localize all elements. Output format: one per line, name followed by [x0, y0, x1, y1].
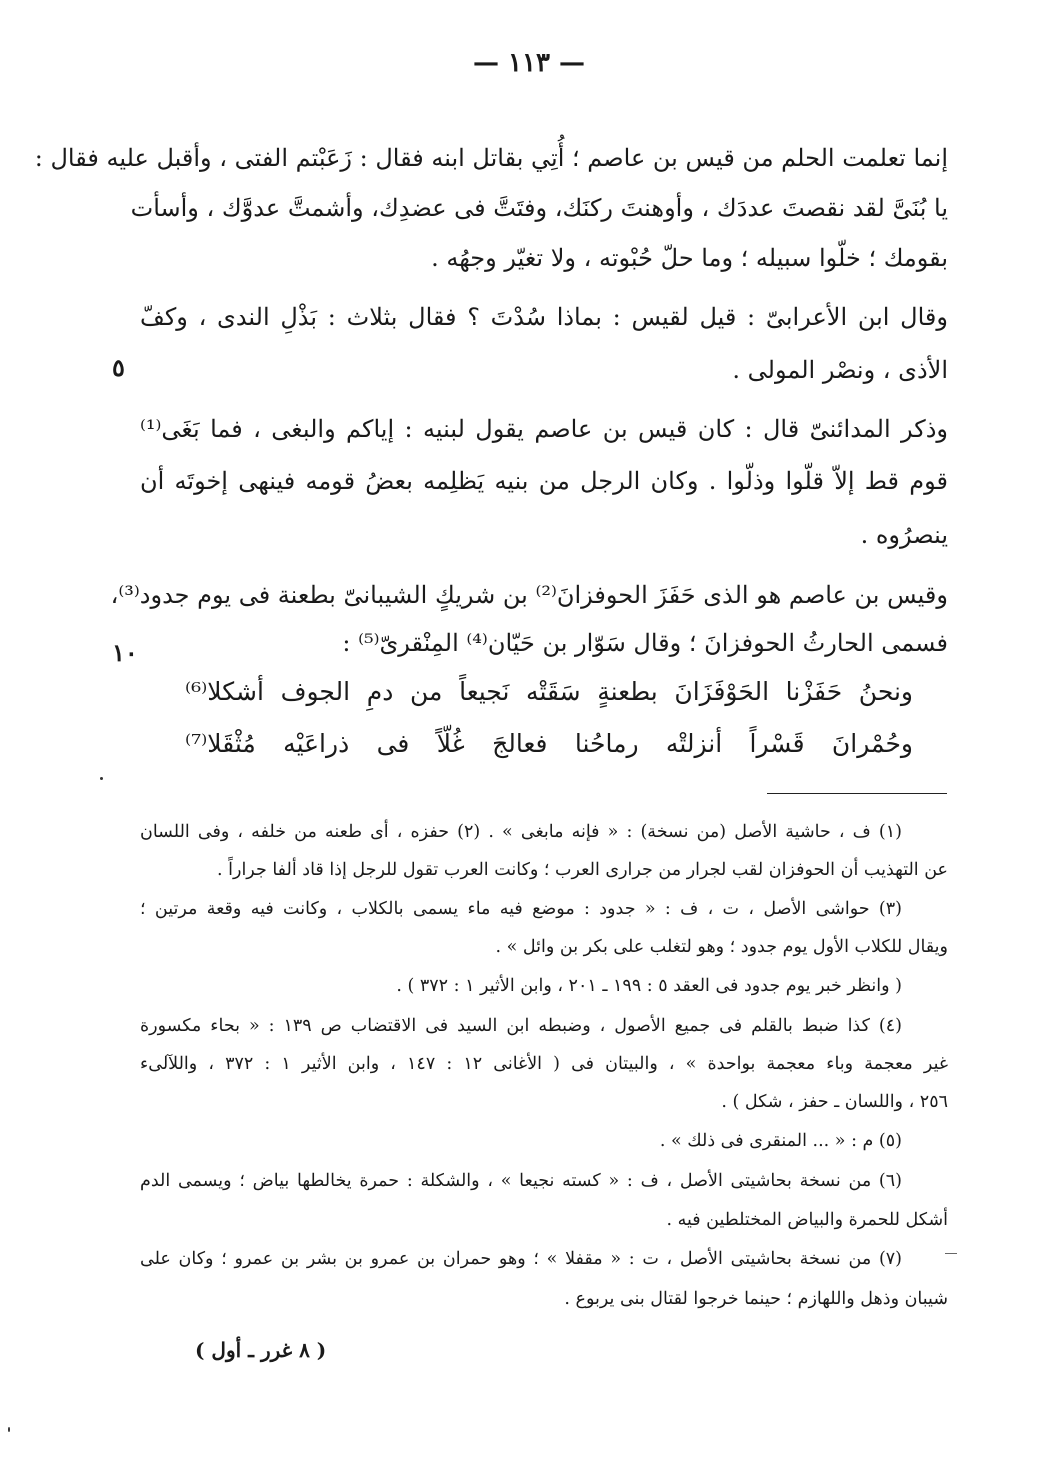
footnote-line: ويقال للكلاب الأول يوم جدود ؛ وهو لتغلب على بكر بن وائل » . — [495, 937, 948, 957]
footnote-line: ٢٥٦ ، واللسان ـ حفز ، شكل ) . — [721, 1092, 948, 1112]
text-line: وذكر المدائنىّ قال : كان قيس بن عاصم يقول لبنيه : إياكم والبغى ، فما بَغَى⁽¹⁾ — [140, 415, 948, 443]
text-line: بقومك ؛ خلّوا سبيله ؛ وما حلّ حُبْوته ، ولا تغيّر وجهُه . — [431, 244, 948, 272]
verse-line: وحُمْرانَ قَسْراً أنزلتْه رماحُنا فعالجَ غُلّاً فى ذراعَيْه مُثْقَلا⁽⁷⁾ — [185, 729, 913, 758]
text-line: إنما تعلمت الحلم من قيس بن عاصم ؛ أُتِي بقاتل ابنه فقال : زَعَبْتم الفتى ، وأقبل عليه فقال : — [34, 144, 948, 172]
text-line: ينصرُوه . — [860, 521, 948, 549]
footnote-line: عن التهذيب أن الحوفزان لقب لجرار من جرارى العرب ؛ وكانت العرب تقول للرجل إذا قاد ألفا جراراً . — [217, 860, 948, 880]
line-number-marker: ١٠ — [112, 638, 138, 667]
text-line: وقال ابن الأعرابىّ : قيل لقيس : بماذا سُدْتَ ؟ فقال بثلاث : بَذْلِ الندى ، وكفّ — [140, 303, 948, 331]
signature-mark: ( ٨ غرر ـ أول ) — [195, 1338, 327, 1362]
footnote-line: ( وانظر خبر يوم جدود فى العقد ٥ : ١٩٩ ـ ٢٠١ ، وابن الأثير ١ : ٣٧٢ ) . — [396, 976, 902, 996]
footnote-line: (١) ف ، حاشية الأصل (من نسخة) : « فإنه مابغى » . (٢) حفزه ، أى طعنه من خلفه ، وفى اللسان — [140, 822, 902, 842]
text-line: الأذى ، ونصْر المولى . — [732, 356, 948, 384]
footnote-line: (٣) حواشى الأصل ، ت ، ف : « جدود : موضع فيه ماء يسمى بالكلاب ، وكانت فيه وقعة مرتين ؛ — [140, 899, 902, 919]
footnote-line: غير معجمة وباء معجمة بواحدة » ، والبيتان فى ( الأغانى ١٢ : ١٤٧ ، وابن الأثير ١ : ٣٧٢ ، واللآلىء — [140, 1054, 948, 1074]
footnote-line: (٧) من نسخة بحاشيتى الأصل ، ت : « مقفلا » ؛ وهو حمران بن عمرو بن بشر بن عمرو ؛ وكان على — [140, 1249, 902, 1269]
footnote-line: (٥) م : « ... المنقرى فى ذلك » . — [659, 1131, 902, 1151]
footnote-line: (٦) من نسخة بحاشيتى الأصل ، ف : « كسته نجيعا » ، والشكلة : حمرة يخالطها بياض ؛ ويسمى الدم — [140, 1171, 902, 1191]
text-line: وقيس بن عاصم هو الذى حَفَزَ الحوفزانَ⁽²⁾ بن شريكٍ الشيبانىّ بطعنة فى يوم جدود⁽³⁾، — [110, 581, 948, 609]
text-line: فسمى الحارثُ الحوفزانَ ؛ وقال سَوّار بن حَيّان⁽⁴⁾ المِنْقرىّ⁽⁵⁾ : — [342, 629, 948, 657]
footnote-line: أشكل للحمرة والبياض المختلطين فيه . — [666, 1210, 948, 1230]
text-line: يا بُنَىَّ لقد نقصتَ عددَك ، وأوهنتَ ركنَك، وفتَتَّ فى عضدِك، وأشمتَّ عدوَّك ، وأسأت — [130, 194, 948, 222]
footnote-line: شيبان وذهل واللهازم ؛ حينما خرجوا لقتال بنى يربوع . — [564, 1289, 948, 1309]
footnote-line: (٤) كذا ضبط بالقلم فى جميع الأصول ، وضبطه ابن السيد فى الاقتضاب ص ١٣٩ : « بحاء مكسورة — [140, 1016, 902, 1036]
ink-speck — [100, 777, 103, 780]
line-number-marker: ٥ — [112, 353, 125, 382]
text-line: قوم قط إلاّ قلّوا وذلّوا . وكان الرجل من بنيه يَظلِمه بعضُ قومه فينهى إخوتَه أن — [140, 467, 948, 495]
verse-line: ونحنُ حَفَزْنا الحَوْفَزَانَ بطعنةٍ سَقَتْه نَجيعاً من دمِ الجوف أشكلا⁽⁶⁾ — [185, 677, 913, 706]
margin-dash — [945, 1253, 957, 1254]
ink-speck — [8, 1427, 10, 1432]
footnote-separator — [767, 793, 947, 794]
page-number: — ١١٣ — — [472, 48, 586, 78]
